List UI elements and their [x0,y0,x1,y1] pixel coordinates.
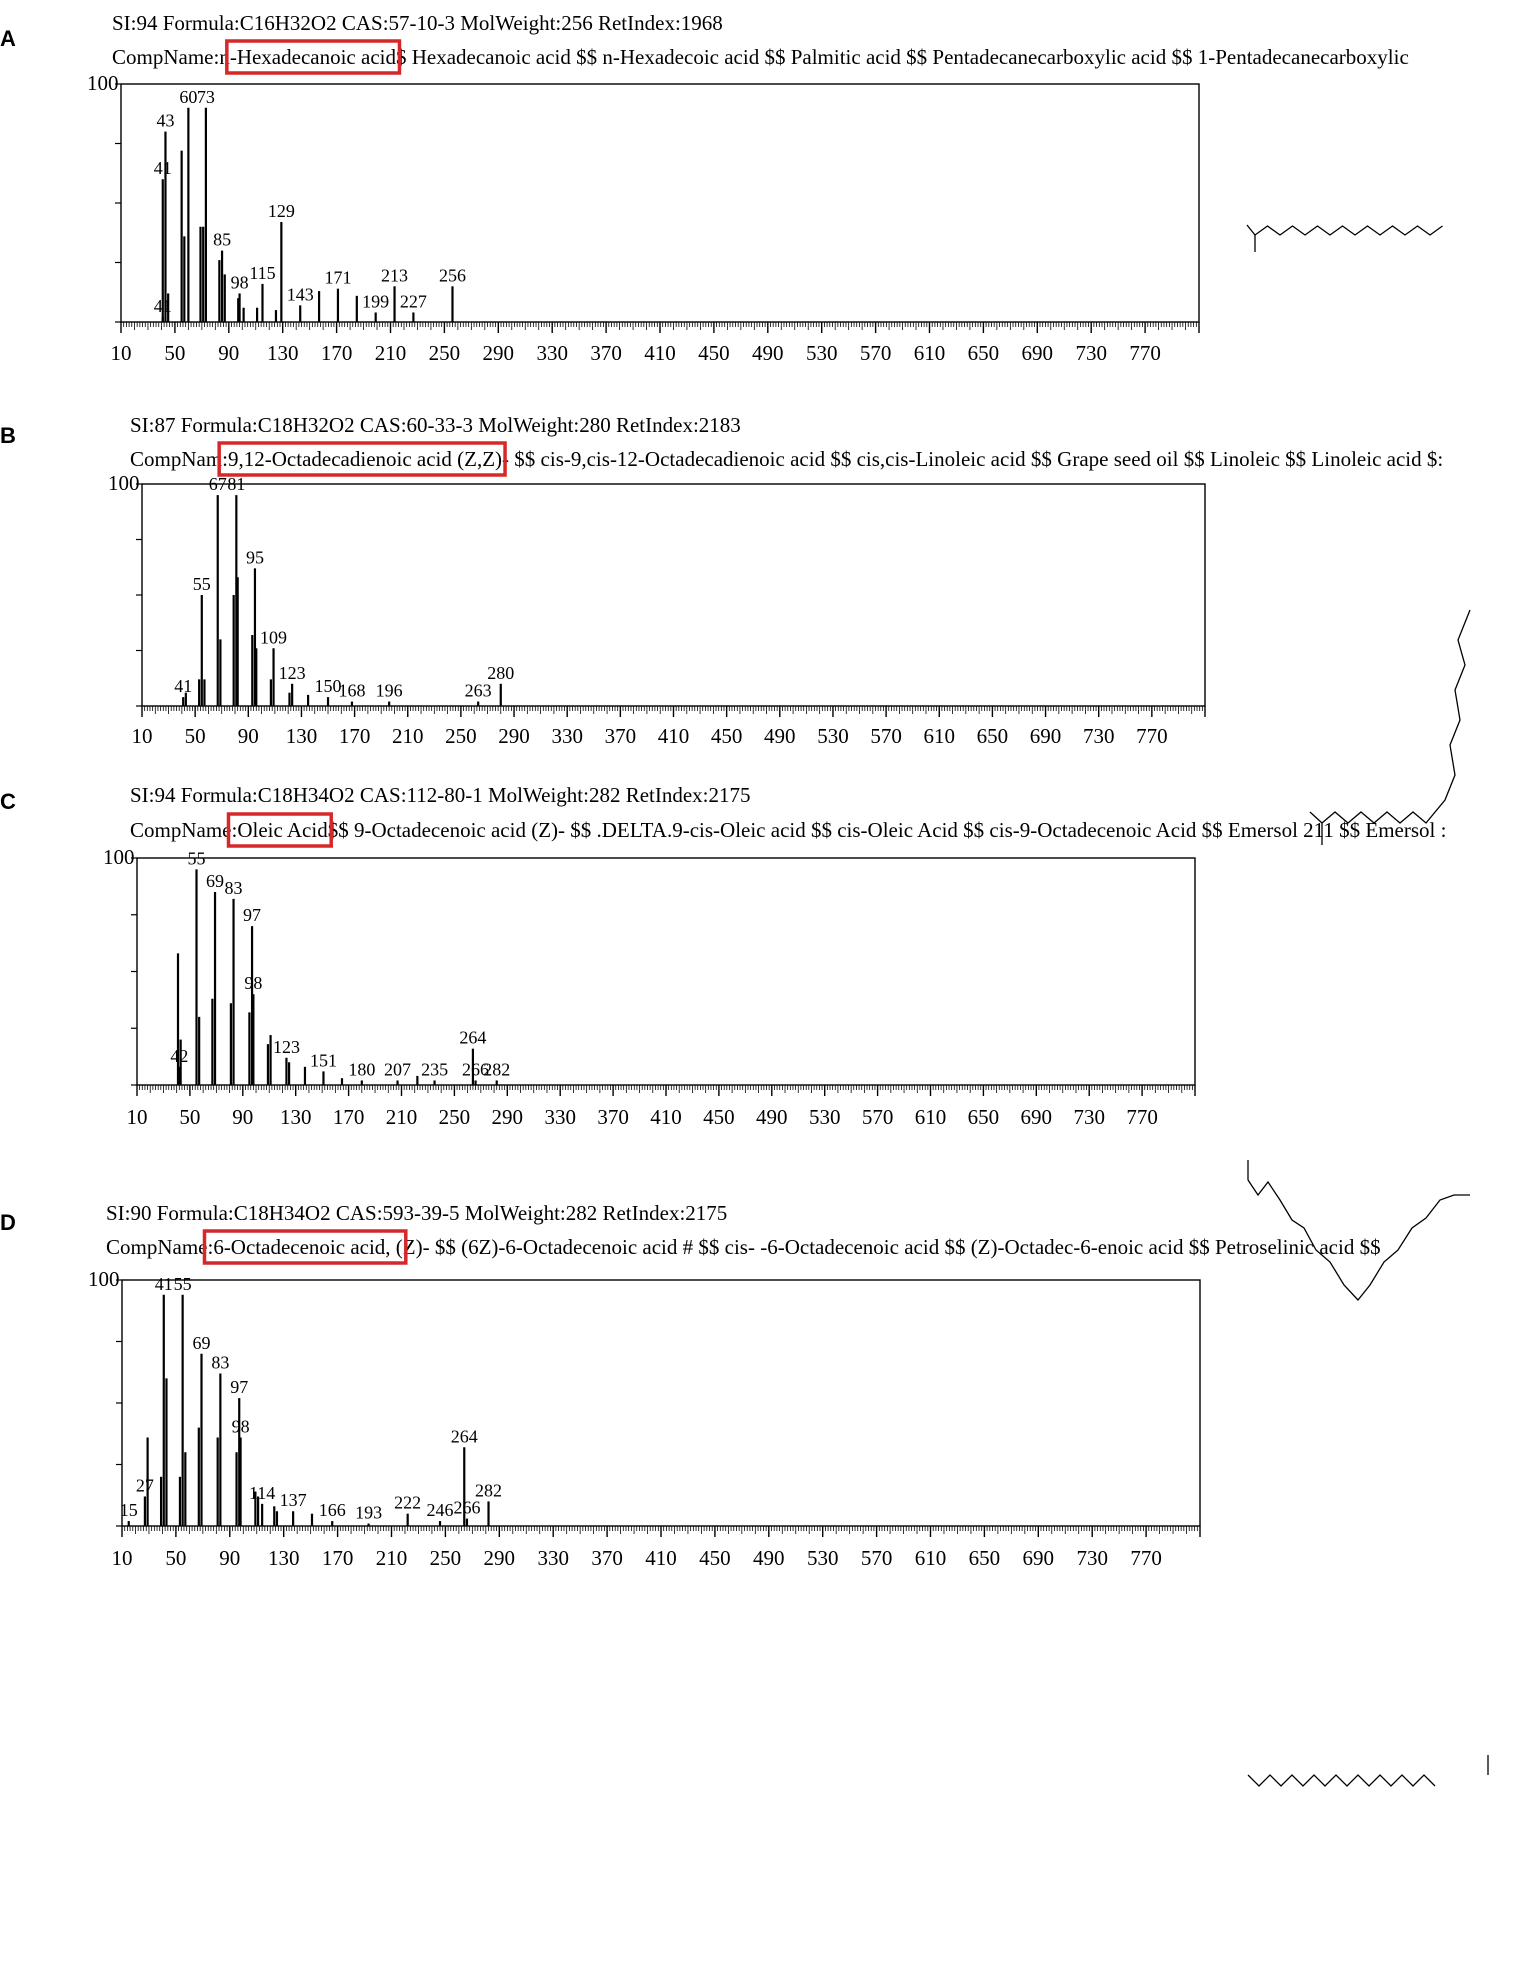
x-tick-label: 410 [645,1546,677,1570]
y-max-label: 100 [108,471,140,495]
peak-label: 196 [375,680,403,701]
peak-label: 98 [230,272,249,293]
compname-rest: $$ 9-Octadecenoic acid (Z)- $$ .DELTA.9-cis-Oleic acid $$ cis-Oleic Acid $$ cis-9-Octadecenoic Acid $$ Emersol 211 $$ Emersol : [327,818,1447,842]
peak-label: 41 [153,158,172,179]
spectrum-header: SI:94 Formula:C16H32O2 CAS:57-10-3 MolWeight:256 RetIndex:1968 [112,11,723,35]
x-tick-label: 530 [817,724,849,748]
y-max-label: 100 [88,1267,120,1291]
spectrum-plot-d [88,1267,1488,1786]
x-tick-label: 770 [1130,1546,1162,1570]
panel-letter: A [0,26,16,51]
x-tick-label: 450 [703,1105,735,1129]
x-tick-label: 370 [604,724,637,748]
peak-label: 166 [318,1500,346,1521]
peak-label: 15 [119,1500,138,1521]
peak-label: 150 [314,676,342,697]
x-tick-label: 130 [279,1105,312,1129]
compound-names [130,818,1446,842]
x-tick-label: 250 [438,1105,471,1129]
peak-label: 123 [272,1036,300,1057]
x-tick-label: 530 [808,1105,841,1129]
x-tick-label: 450 [699,1546,731,1570]
x-tick-label: 210 [392,724,424,748]
x-tick-label: 530 [806,1546,839,1570]
x-tick-label: 690 [1020,1105,1053,1129]
x-tick-label: 570 [870,724,902,748]
peak-label: 67 [208,474,227,495]
x-tick-label: 170 [321,1546,354,1570]
peak-label: 193 [355,1502,383,1523]
peak-label: 171 [324,267,352,288]
x-tick-label: 530 [805,341,838,365]
compname-rest: $ Hexadecanoic acid $$ n-Hexadecoic acid $$ Palmitic acid $$ Pentadecanecarboxylic acid $$ 1-Pentadecanecarboxylic [395,45,1409,69]
x-tick-label: 410 [657,724,690,748]
compname-rest: - $$ cis-9,cis-12-Octadecadienoic acid $$ cis,cis-Linoleic acid $$ Grape seed oil $$ Linoleic $$ Linoleic acid $: [502,447,1444,471]
molecule-structure [1310,610,1470,845]
x-tick-label: 330 [544,1105,576,1129]
peak-label: 264 [450,1426,478,1447]
panel-letter: B [0,423,16,448]
spectrum-plot-a [87,71,1443,365]
peak-label: 143 [286,284,314,305]
compname-prefix: CompName:n [112,45,230,69]
peak-label: 27 [135,1475,154,1496]
x-tick-label: 610 [914,1546,947,1570]
peak-label: 81 [227,474,246,495]
peak-label: 282 [475,1480,503,1501]
peak-label: 222 [394,1492,422,1513]
x-tick-label: 570 [860,1546,893,1570]
x-tick-label: 330 [536,341,568,365]
panel-c [0,783,1446,842]
x-tick-label: 410 [650,1105,682,1129]
spectrum-header: SI:90 Formula:C18H34O2 CAS:593-39-5 MolWeight:282 RetIndex:2175 [106,1201,728,1225]
peak-label: 129 [267,201,295,222]
spectrum-header: SI:87 Formula:C18H32O2 CAS:60-33-3 MolWeight:280 RetIndex:2183 [130,413,741,437]
x-tick-label: 130 [266,341,299,365]
x-tick-label: 730 [1082,724,1115,748]
x-tick-label: 90 [237,724,259,748]
x-tick-label: 290 [491,1105,524,1129]
x-tick-label: 210 [385,1105,418,1129]
peak-label: 55 [192,574,211,594]
x-tick-label: 170 [338,724,371,748]
compname-rest: Z)- $$ (6Z)-6-Octadecenoic acid # $$ cis- -6-Octadecenoic acid $$ (Z)-Octadec-6-enoic acid $$ Petroselinic acid $$ [402,1235,1381,1259]
peak-label: 180 [348,1059,376,1080]
peak-label: 235 [421,1059,449,1080]
peak-label: 151 [309,1050,337,1071]
peak-label: 266 [462,1059,490,1080]
peak-label: 41 [154,1273,173,1294]
x-tick-label: 570 [859,341,892,365]
x-tick-label: 50 [179,1105,201,1129]
x-tick-label: 490 [753,1546,785,1570]
x-tick-label: 10 [131,724,153,748]
x-tick-label: 730 [1076,1546,1108,1570]
compname-prefix: CompName [130,818,232,842]
x-tick-label: 250 [428,341,461,365]
x-tick-label: 570 [861,1105,894,1129]
x-tick-label: 410 [644,341,676,365]
x-tick-label: 290 [482,341,515,365]
peak-label: 213 [381,265,409,286]
peak-label: 280 [487,662,515,683]
peak-label: 55 [187,848,206,869]
x-tick-label: 770 [1129,341,1161,365]
peak-label: 227 [399,291,427,312]
x-tick-label: 330 [551,724,583,748]
compound-names [112,45,1409,69]
x-tick-label: 770 [1126,1105,1158,1129]
x-tick-label: 650 [967,341,1000,365]
compname-highlight: :9,12-Octadecadienoic acid (Z,Z) [222,447,503,471]
spectrum-header: SI:94 Formula:C18H34O2 CAS:112-80-1 MolWeight:282 RetIndex:2175 [130,783,751,807]
x-tick-label: 130 [267,1546,300,1570]
x-tick-label: 490 [756,1105,788,1129]
peak-label: 256 [438,265,466,286]
x-tick-label: 770 [1136,724,1168,748]
x-tick-label: 610 [923,724,955,748]
compound-names [106,1235,1381,1259]
peak-label: 55 [173,1273,192,1294]
x-tick-label: 290 [483,1546,516,1570]
panel-letter: C [0,789,16,814]
x-tick-label: 90 [219,1546,241,1570]
peak-label: 246 [426,1500,454,1521]
x-tick-label: 50 [184,724,206,748]
peak-label: 115 [249,262,276,283]
molecule-structure [1248,1755,1488,1786]
peak-label: 264 [459,1027,487,1048]
x-tick-label: 290 [498,724,530,748]
panel-b [0,413,1443,471]
y-max-label: 100 [87,71,119,95]
compname-highlight: :Oleic Acid [231,818,328,842]
molecule-structure [1248,1160,1470,1300]
x-tick-label: 610 [913,341,946,365]
x-tick-label: 170 [332,1105,365,1129]
peak-label: 282 [483,1059,511,1080]
x-tick-label: 50 [164,341,186,365]
compname-prefix: CompName [106,1235,208,1259]
panel-letter: D [0,1210,16,1235]
x-tick-label: 10 [126,1105,148,1129]
peak-label: 41 [174,676,193,697]
x-tick-label: 450 [698,341,730,365]
x-tick-label: 90 [218,341,240,365]
x-tick-label: 650 [968,1546,1001,1570]
peak-label: 69 [206,871,225,892]
peak-label: 137 [279,1490,307,1511]
peak-label: 263 [464,680,492,701]
x-tick-label: 730 [1075,341,1107,365]
peak-label: 199 [362,291,390,312]
peak-label: 69 [192,1332,211,1353]
peak-label: 98 [244,973,263,994]
peak-label: 168 [338,680,366,701]
peak-label: 97 [243,905,262,926]
peak-label: 60 [179,86,198,107]
x-tick-label: 10 [110,341,132,365]
x-tick-label: 250 [445,724,477,748]
peak-label: 41 [153,296,172,317]
x-tick-label: 370 [597,1105,629,1129]
compname-highlight: :6-Octadecenoic acid, ( [207,1235,403,1259]
x-tick-label: 650 [967,1105,1000,1129]
x-tick-label: 690 [1021,341,1054,365]
x-tick-label: 90 [232,1105,254,1129]
x-tick-label: 450 [710,724,743,748]
peak-label: 109 [260,627,288,648]
peak-label: 207 [384,1059,412,1080]
compname-highlight: -Hexadecanoic acid [229,45,396,69]
x-tick-label: 130 [285,724,318,748]
compound-names [130,447,1443,471]
x-tick-label: 650 [976,724,1009,748]
x-tick-label: 210 [375,1546,408,1570]
peak-label: 83 [224,877,243,898]
peak-label: 98 [231,1416,250,1437]
peak-label: 97 [230,1377,249,1398]
x-tick-label: 690 [1029,724,1062,748]
molecule-structure [1247,225,1443,252]
x-tick-label: 50 [165,1546,187,1570]
compname-prefix: CompNam [130,447,223,471]
peak-label: 42 [170,1045,189,1066]
peak-label: 85 [213,229,232,250]
x-tick-label: 730 [1073,1105,1105,1129]
x-tick-label: 490 [752,341,784,365]
x-tick-label: 330 [537,1546,569,1570]
x-tick-label: 10 [111,1546,133,1570]
x-tick-label: 610 [914,1105,947,1129]
x-tick-label: 210 [374,341,407,365]
y-max-label: 100 [103,845,135,869]
plot-frame [119,1280,1200,1526]
peak-label: 266 [453,1497,481,1518]
peak-label: 43 [156,110,175,131]
panel-a [0,11,1409,69]
x-tick-label: 170 [320,341,353,365]
peak-label: 73 [196,86,215,107]
x-tick-label: 370 [591,1546,623,1570]
peak-label: 95 [245,547,264,568]
x-tick-label: 250 [429,1546,462,1570]
x-tick-label: 690 [1022,1546,1055,1570]
x-tick-label: 490 [764,724,796,748]
peak-label: 83 [211,1352,230,1373]
peak-label: 114 [248,1482,276,1503]
x-tick-label: 370 [590,341,622,365]
peak-label: 123 [278,662,306,683]
